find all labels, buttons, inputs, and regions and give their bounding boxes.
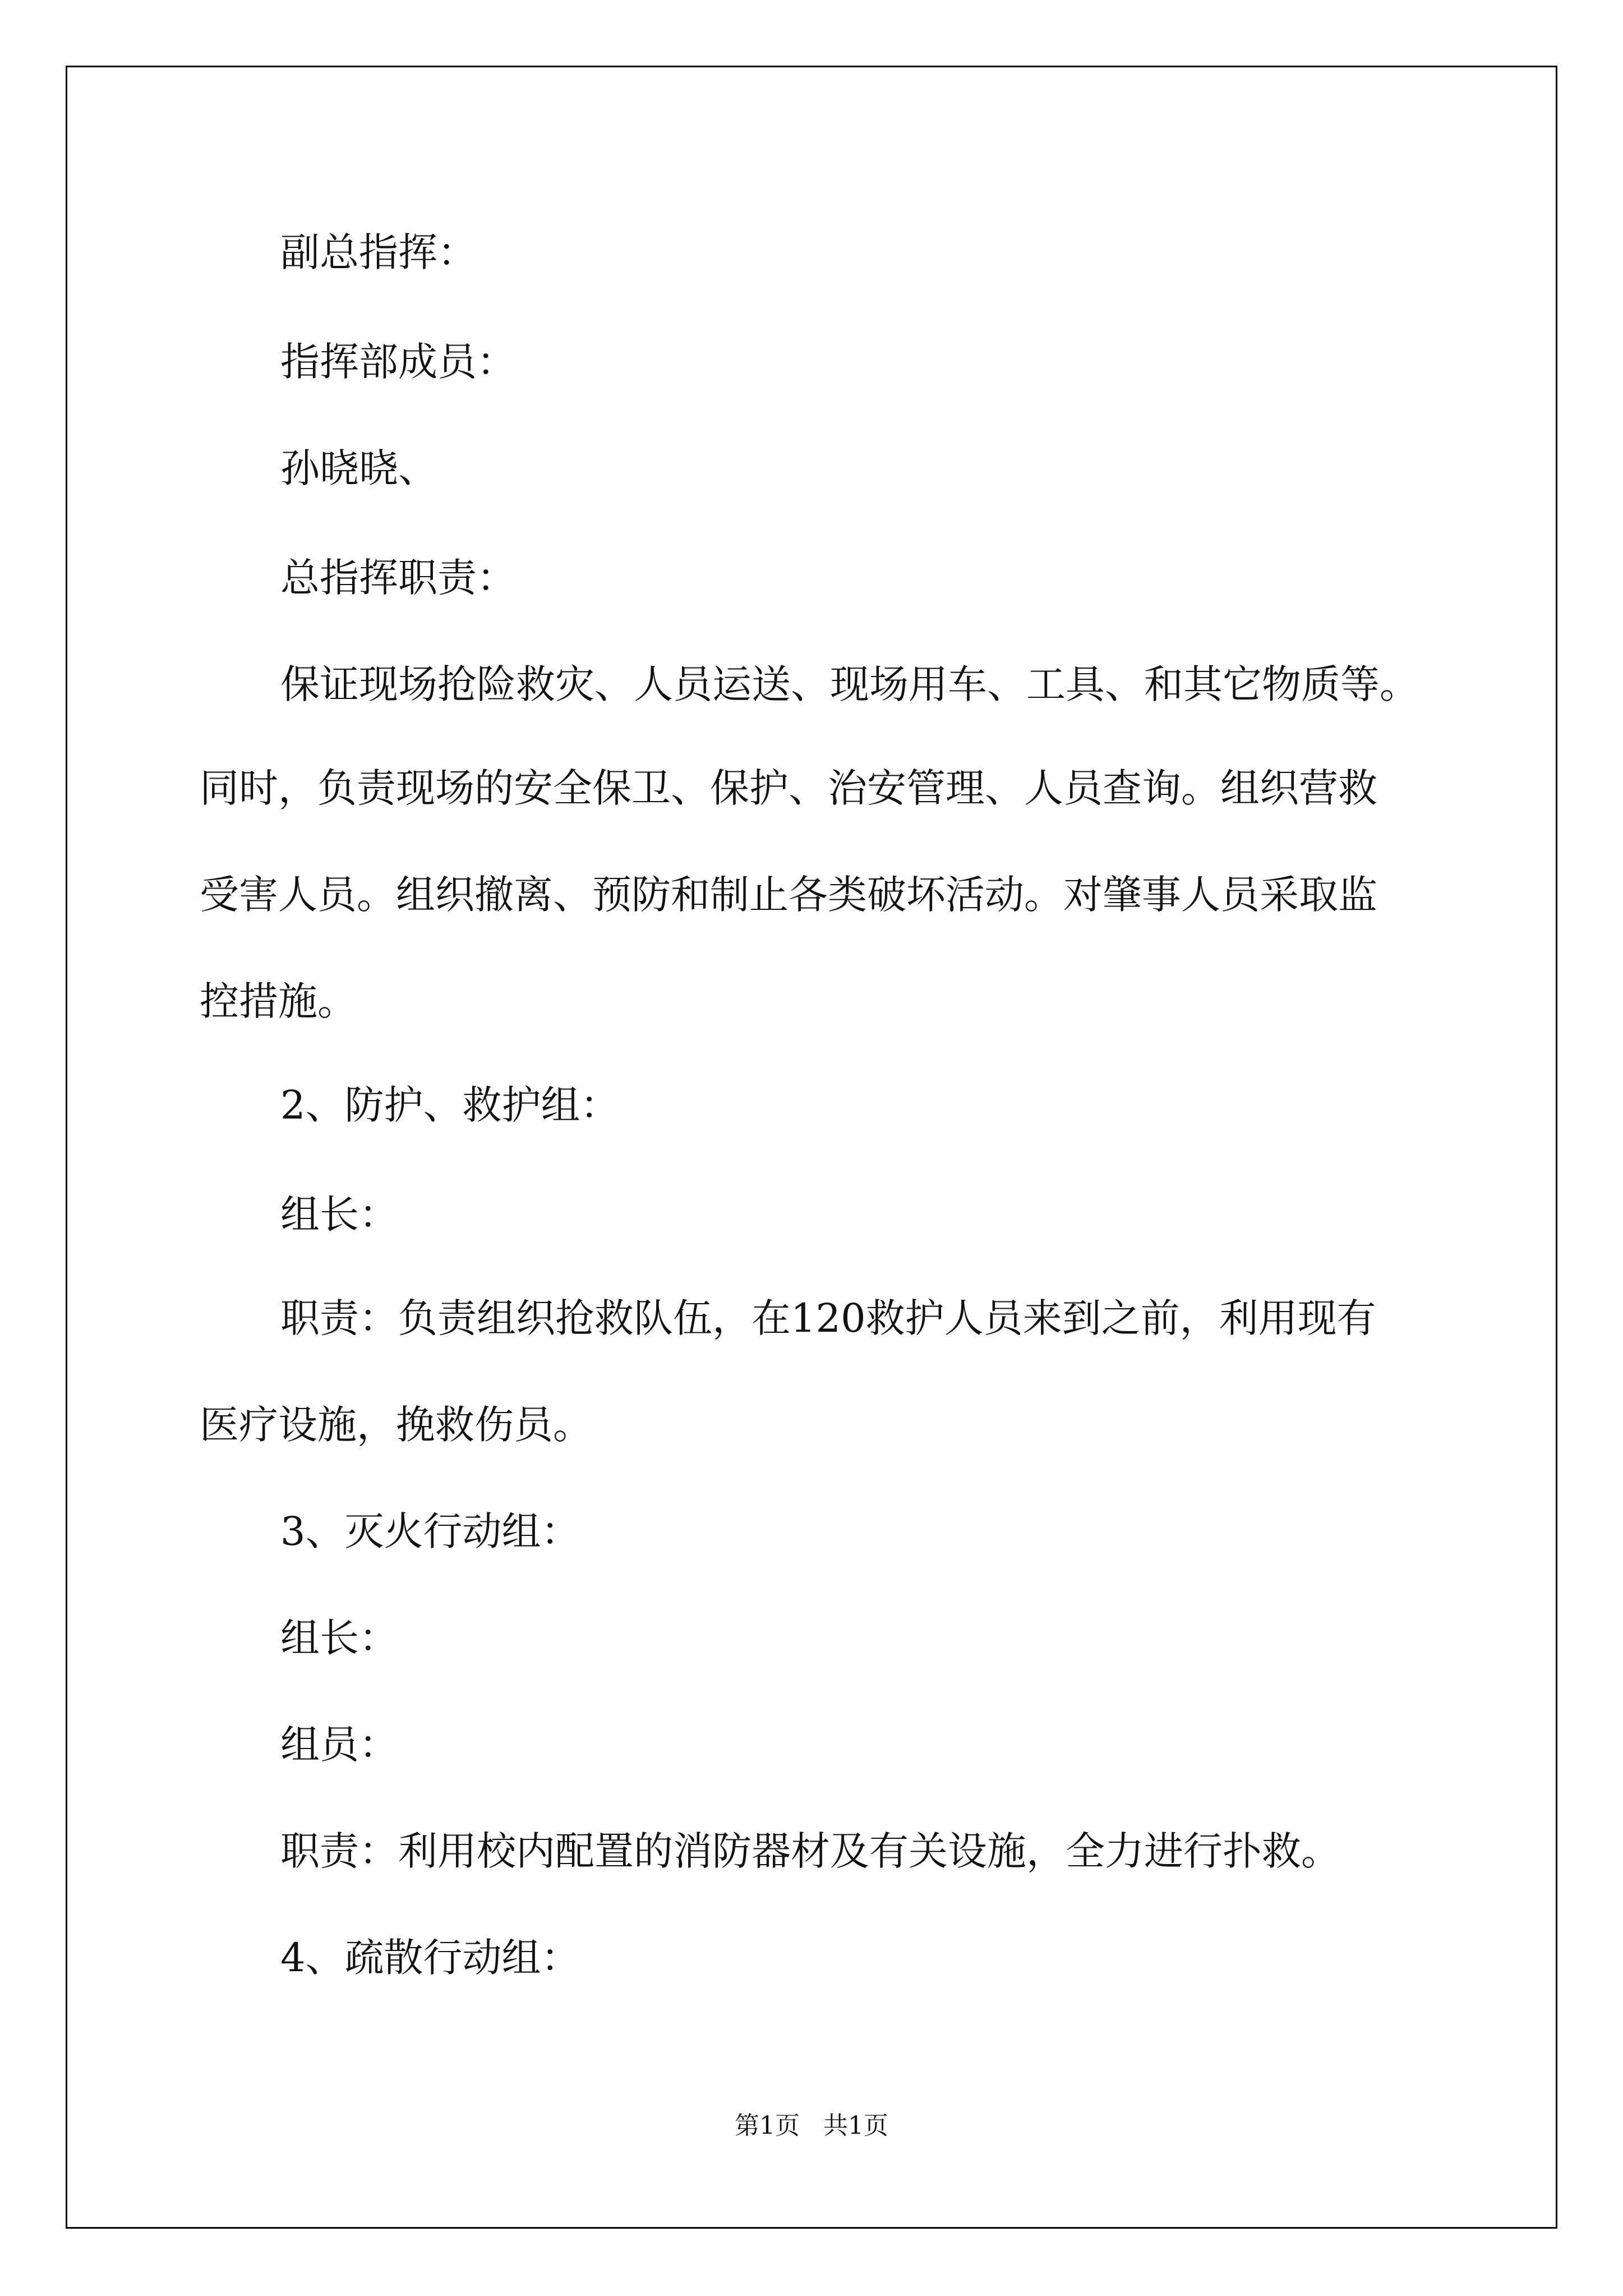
line-commander-duties-2: 同时，负责现场的安全保卫、保护、治安管理、人员查询。组织营救 (200, 765, 1377, 811)
line-section-3-leader: 组长： (280, 1615, 398, 1661)
line-section-2-duties-1: 职责：负责组织抢救队伍，在120救护人员来到之前，利用现有 (280, 1295, 1376, 1341)
line-command-members: 指挥部成员： (280, 339, 516, 385)
line-commander-duties-1: 保证现场抢险救灾、人员运送、现场用车、工具、和其它物质等。 (280, 661, 1419, 707)
line-commander-duties-4: 控措施。 (200, 978, 357, 1024)
line-member-name: 孙晓晓、 (280, 445, 437, 491)
page-footer: 第1页 共1页 (735, 2111, 888, 2140)
line-section-3-members: 组员： (280, 1722, 398, 1768)
line-section-3-heading: 3、灭火行动组： (280, 1508, 580, 1554)
line-section-4-heading: 4、疏散行动组： (280, 1935, 580, 1981)
line-section-2-heading: 2、防护、救护组： (280, 1082, 620, 1128)
page-border (66, 66, 1557, 2229)
line-deputy-commander: 副总指挥： (280, 229, 477, 275)
line-section-3-duties: 职责：利用校内配置的消防器材及有关设施，全力进行扑救。 (280, 1828, 1340, 1874)
line-commander-duties-heading: 总指挥职责： (280, 555, 516, 601)
line-commander-duties-3: 受害人员。组织撤离、预防和制止各类破坏活动。对肇事人员采取监 (200, 872, 1377, 918)
line-section-2-duties-2: 医疗设施，挽救伤员。 (200, 1402, 592, 1448)
line-section-2-leader: 组长： (280, 1191, 398, 1237)
